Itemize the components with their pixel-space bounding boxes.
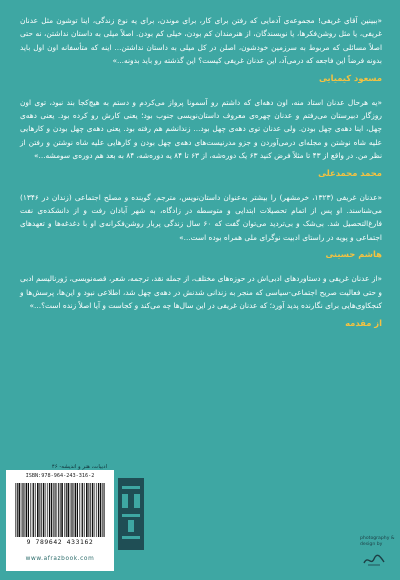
blurb-author: از مقدمه (345, 317, 382, 328)
blurb-author: مسعود کیمیایی (319, 72, 382, 83)
isbn-box (6, 470, 114, 571)
blurb-text: «ببینین آقای غریفی! مجموعه‌ی آدمایی که رفتن برای کار، برای موندن، برای یه نوع زندگی، اینا توشون مثل عدنان غریفی، یا مثل روشن‌فکرها، یا نویسندگان، از هنرمندان کم بودن، خیلی کم بودن. اصلاً میلی به داستان نداشتن، نه حتی اصلاً مسائلی که مربوط به سرزمین خودشون، اصلن در کل میلی به داستان نداشتن... اینه که متأسفانه اون اول باید بدونه فرضاً این فاجعه که درمی‌آد، این عدنان غریفی کیست؟ این گذشته رو باید بدونه...» (20, 16, 382, 66)
blurb-author: هاشم حسینی (325, 249, 382, 260)
blurbs-column (20, 14, 382, 341)
isbn-text: ISBN:978-964-243-316-2 (25, 473, 95, 479)
publisher-logo-icon (118, 478, 144, 550)
blurb-text: «از عدنان غریفی و دستاوردهای ادبی‌اش در حوزه‌های مختلف، از جمله نقد، ترجمه، شعر، قصه‌نویسی، ژورنالیسم ادبی و حتی فعالیت صریح اجتماعی-سیاسی که منجر به زندانی شدنش در دهه‌ی چهل شد، اطلاعی نبود و این‌ها، پرسش‌ها و کنجکاوی‌هایی برای نگارنده پدید آورد؛ که عدنان غریفی در این سال‌ها چه می‌کند و کجاست و آیا اصلاً زنده است؟...» (20, 274, 382, 311)
design-credit: photography & design by (360, 536, 395, 547)
barcode (14, 483, 106, 537)
website: www.afrazbook.com (25, 556, 95, 562)
barcode-digits: 9 789642 433162 (26, 538, 94, 546)
blurb-text: «عدنان غریفی (۱۳۲۳، خرمشهر) را بیشتر به‌عنوان داستان‌نویس، مترجم، گوینده و مصلح اجتماعی (زندان در ۱۳۴۶) می‌شناسند. او پس از اتمام تحصیلات ابتدایی و متوسطه در زادگاه، به شهر آبادان رفت و از دانشکده‌ی نفت فارغ‌التحصیل شد. بی‌شک و بی‌تردید می‌توان گفت که ۶۰ سال زندگی پربار روشن‌فکرانه‌ی او با دغدغه‌ها و تعهدهای اجتماعی و پویه در راستای ادبیت نوگرای ملی همراه بوده است...» (20, 192, 382, 242)
series-label: ادبیات، هنر و اندیشه- ۴۶ (51, 464, 107, 470)
blurb-author: محمد محمدعلی (318, 167, 382, 178)
designer-signature-icon (362, 552, 386, 568)
blurb-text: «یه هرحال عدنان استاد منه، اون دهه‌ای که داشتم رو آسمونا پرواز می‌کردم و دستم به هیچ‌کجا بند نبود، توی اون روزگار دبیرستان می‌رفتم و عدنان چهره‌ی معروف داستان‌نویسی جنوب بود؛ یعنی کارش رو کرده بود. یعنی دهه‌ی چهل، اینا دهه‌ی چهل بودن. ولی عدنان توی دهه‌ی چهل بود... زندانشم هم رفته بود. یعنی دهه‌ی چهل بودن و کارهایی علیه شاه نوشتن و مجله‌ای درمی‌آوردن و جزو مدرنیست‌های دهه‌ی چهل بودن و کارهایی علیه شاه نوشتن و رفتن از نظر من. در واقع از ۴۳ تا مثلاً فرض کنید ۶۳ یک دوره‌شه، از ۶۳ تا ۸۴ یه دوره‌شه، ۸۴ به بعد هم دوره‌ی سومشه...» (20, 97, 382, 161)
